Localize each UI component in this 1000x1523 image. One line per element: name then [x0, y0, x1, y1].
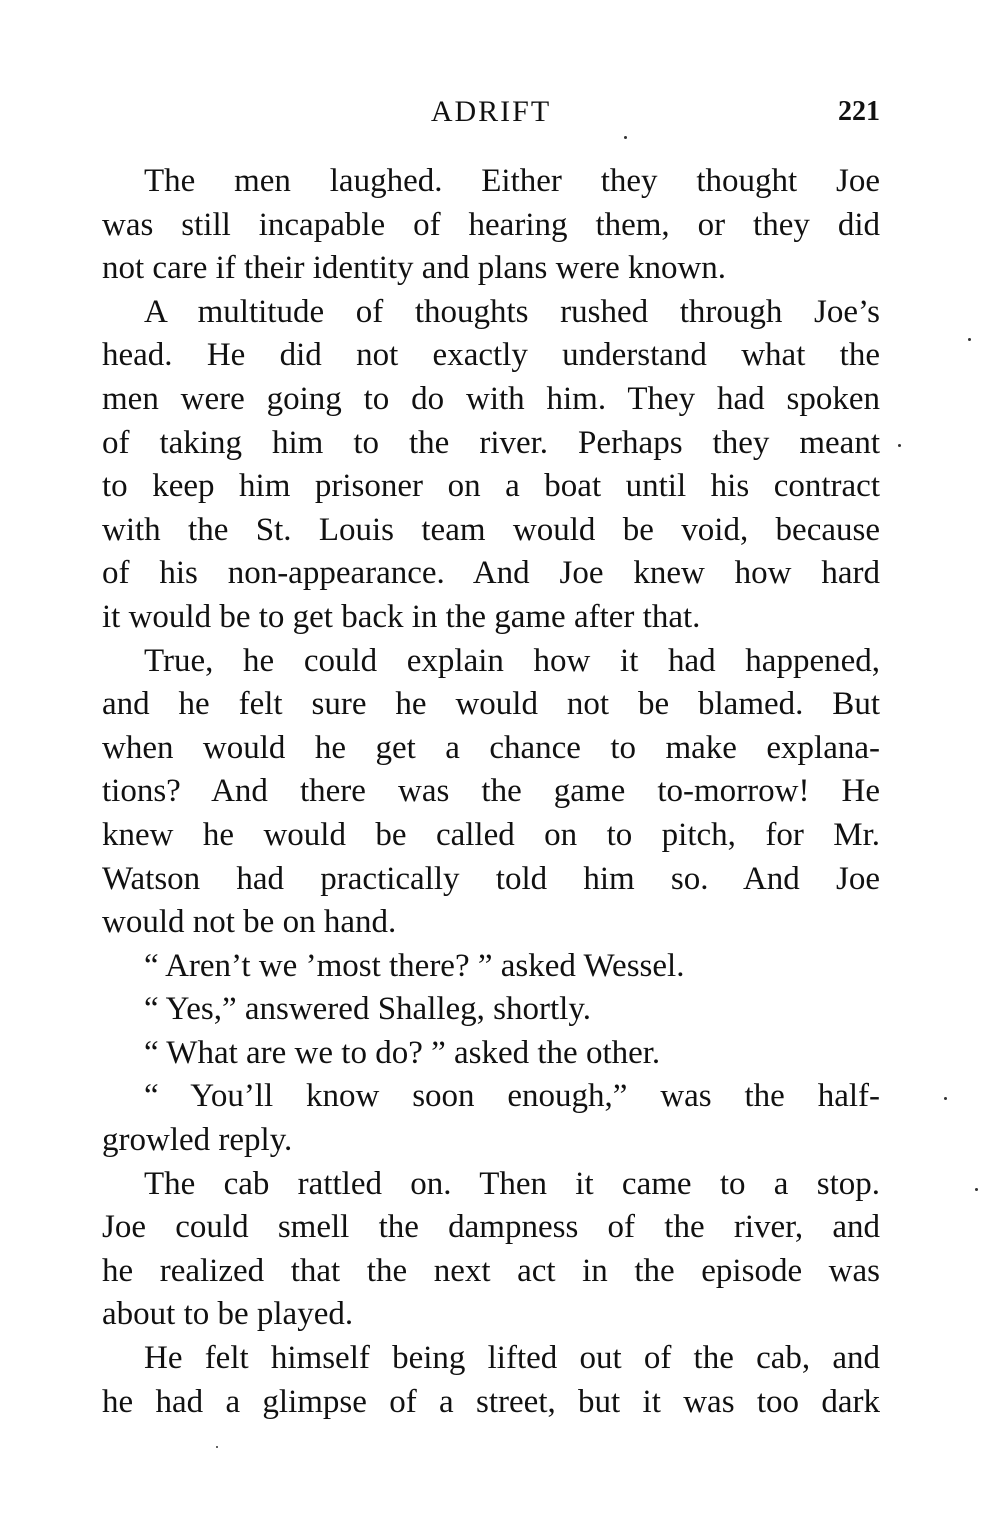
- text-line: growled reply.: [102, 1122, 293, 1159]
- text-line: “ You’ll know soon enough,” was the half-: [144, 1078, 880, 1115]
- running-title: ADRIFT: [430, 95, 552, 128]
- scan-speck: [944, 1097, 947, 1100]
- text-line: was still incapable of hearing them, or they did: [102, 206, 880, 243]
- text-line: Joe could smell the dampness of the river, and: [102, 1209, 880, 1246]
- text-line: when would he get a chance to make explana-: [102, 729, 880, 766]
- text-line: A multitude of thoughts rushed through Joe’s: [144, 293, 880, 330]
- text-line: tions? And there was the game to-morrow! He: [102, 773, 880, 810]
- text-line: head. He did not exactly understand what the: [102, 337, 880, 374]
- text-line: of his non-appearance. And Joe knew how hard: [102, 555, 880, 592]
- running-header: [102, 92, 880, 132]
- text-line: The men laughed. Either they thought Joe: [144, 163, 880, 199]
- page-number: 221: [838, 96, 880, 127]
- scan-speck: [968, 338, 971, 341]
- scan-speck: [975, 1188, 978, 1191]
- text-line: it would be to get back in the game after that.: [102, 598, 701, 635]
- text-line: “ Yes,” answered Shalleg, shortly.: [144, 991, 591, 1028]
- text-line: with the St. Louis team would be void, because: [102, 511, 880, 548]
- text-line: to keep him prisoner on a boat until his contract: [102, 468, 880, 505]
- text-line: He felt himself being lifted out of the cab, and: [144, 1340, 880, 1377]
- scan-speck: [898, 444, 901, 447]
- text-line: The cab rattled on. Then it came to a stop.: [144, 1165, 880, 1202]
- body-text: [102, 160, 880, 1424]
- text-line: not care if their identity and plans were known.: [102, 250, 727, 287]
- text-line: men were going to do with him. They had spoken: [102, 380, 880, 417]
- text-line: “ Aren’t we ’most there? ” asked Wessel.: [144, 947, 685, 984]
- text-line: Watson had practically told him so. And Joe: [102, 860, 880, 897]
- text-line: about to be played.: [102, 1296, 354, 1333]
- text-line: he had a glimpse of a street, but it was too dark: [102, 1383, 880, 1420]
- text-line: “ What are we to do? ” asked the other.: [144, 1034, 661, 1071]
- scan-speck: [216, 1446, 218, 1448]
- scan-speck: [624, 136, 627, 139]
- text-line: of taking him to the river. Perhaps they meant: [102, 424, 880, 461]
- text-line: True, he could explain how it had happened,: [144, 642, 880, 679]
- text-line: knew he would be called on to pitch, for Mr.: [102, 816, 880, 853]
- text-line: and he felt sure he would not be blamed. But: [102, 686, 880, 723]
- text-line: he realized that the next act in the episode was: [102, 1252, 880, 1289]
- text-line: would not be on hand.: [102, 904, 397, 941]
